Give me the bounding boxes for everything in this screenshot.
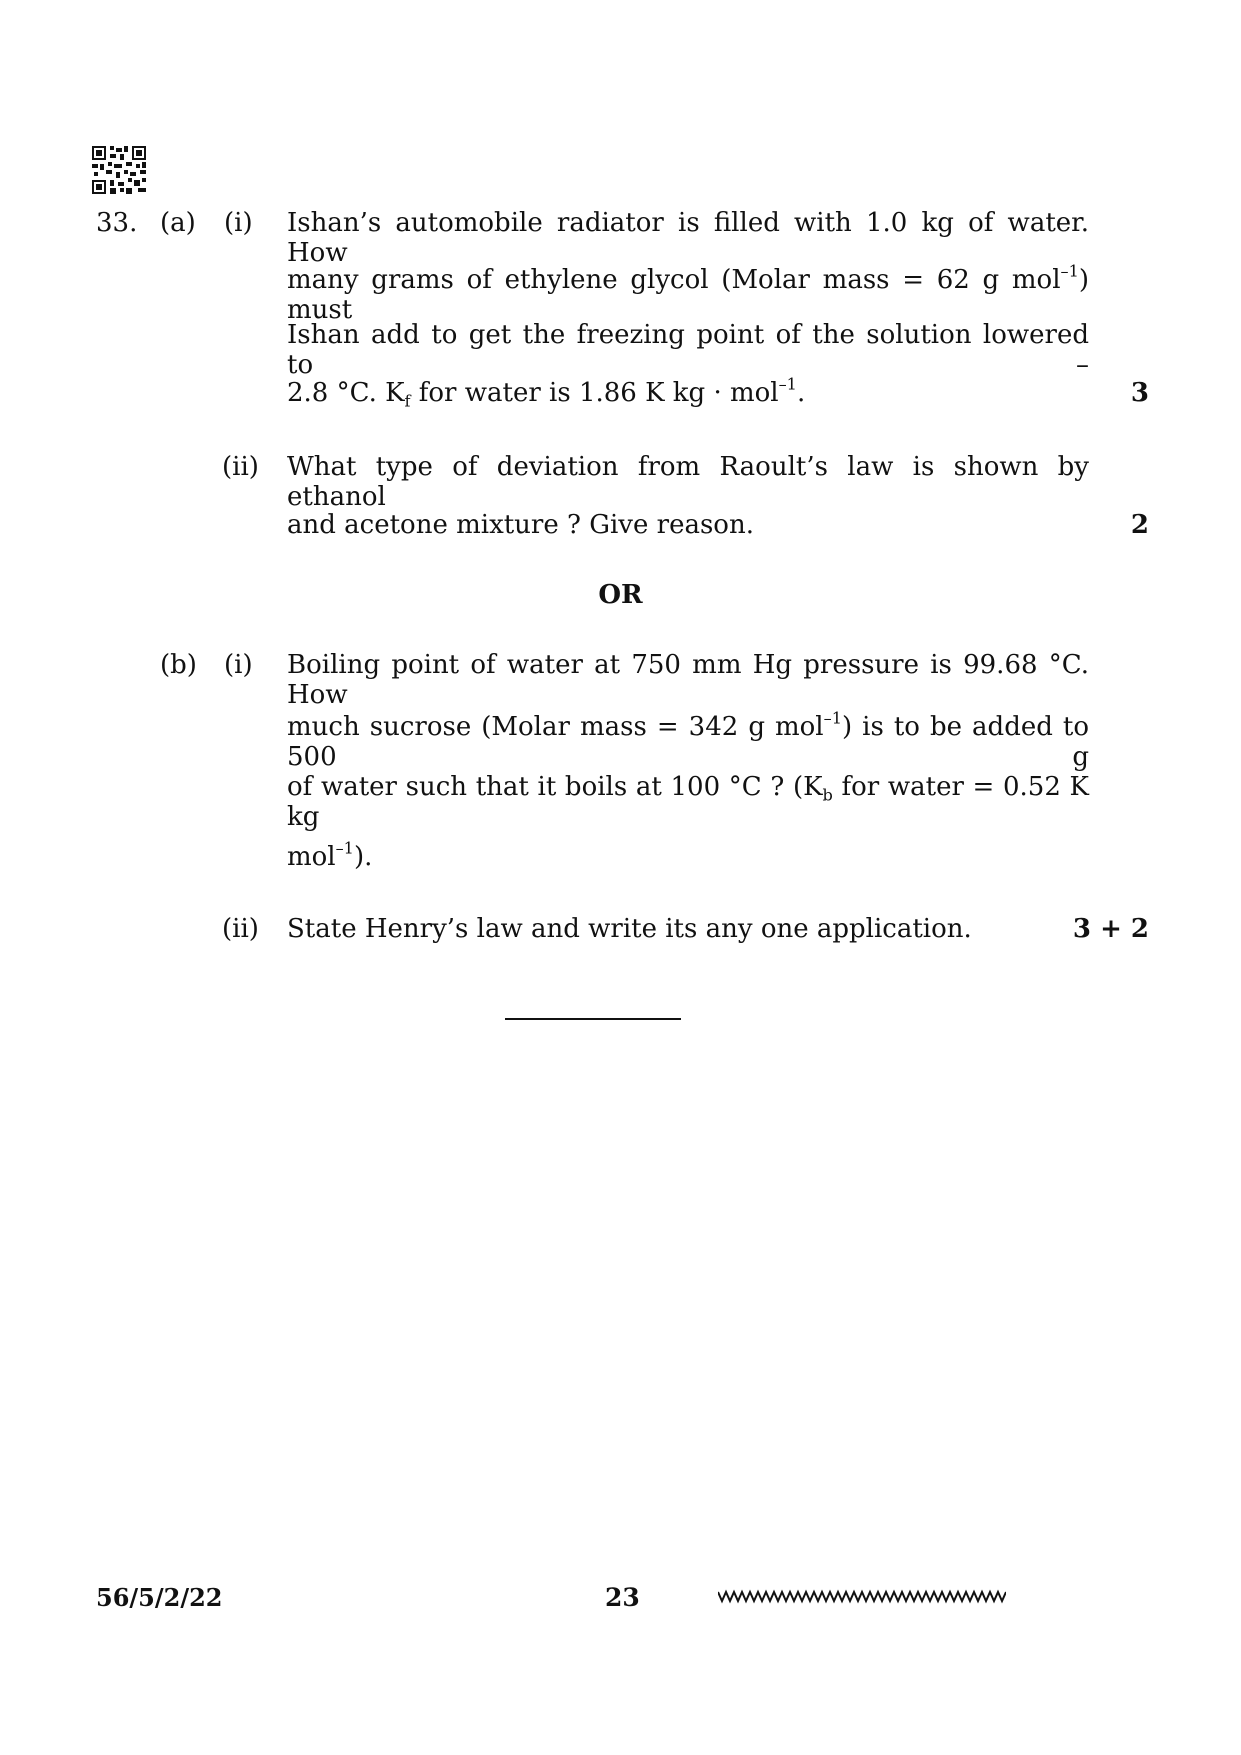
part-a-label: (a) (160, 208, 196, 238)
part-a-ii-line-1: What type of deviation from Raoult’s law is shown by ethanol (287, 452, 1089, 512)
part-a-i-line-4: 2.8 °C. $K_f$ for water is 1.86 K kg · mol$^{-1}$. (287, 374, 806, 411)
wavy-line-icon (718, 1588, 1006, 1604)
end-of-question-rule (505, 1018, 681, 1020)
part-b-ii-label: (ii) (222, 914, 259, 944)
qr-code-icon (92, 146, 146, 194)
part-a-i-marks: 3 (1130, 378, 1149, 408)
part-a-ii-label: (ii) (222, 452, 259, 482)
footer-paper-code: 56/5/2/22 (96, 1583, 223, 1612)
part-b-i-line-3: of water such that it boils at 100 °C ? ($K_b$ for water = 0.52 K kg (287, 772, 1089, 832)
question-number: 33. (96, 208, 138, 238)
part-b-i-line-1: Boiling point of water at 750 mm Hg pressure is 99.68 °C. How (287, 650, 1089, 710)
part-a-i-line-2: many grams of ethylene glycol (Molar mass = 62 g mol$^{-1}$) must (287, 261, 1089, 325)
part-a-ii-line-2: and acetone mixture ? Give reason. (287, 510, 754, 540)
footer-page-number: 23 (605, 1583, 640, 1612)
part-a-i-line-1: Ishan’s automobile radiator is filled with 1.0 kg of water. How (287, 208, 1089, 268)
part-a-ii-marks: 2 (1130, 510, 1149, 540)
part-b-ii-marks: 3 + 2 (1072, 914, 1149, 944)
part-b-ii-line-1: State Henry’s law and write its any one application. (287, 914, 972, 944)
part-b-i-line-2: much sucrose (Molar mass = 342 g mol$^{-1}$) is to be added to 500 g (287, 708, 1090, 772)
part-b-i-label: (i) (224, 650, 253, 680)
part-b-label: (b) (160, 650, 197, 680)
or-heading: OR (598, 580, 643, 610)
part-b-i-line-4: mol$^{-1}$). (287, 838, 373, 872)
part-a-i-line-3: Ishan add to get the freezing point of the solution lowered to – (287, 320, 1089, 380)
part-a-i-label: (i) (224, 208, 253, 238)
